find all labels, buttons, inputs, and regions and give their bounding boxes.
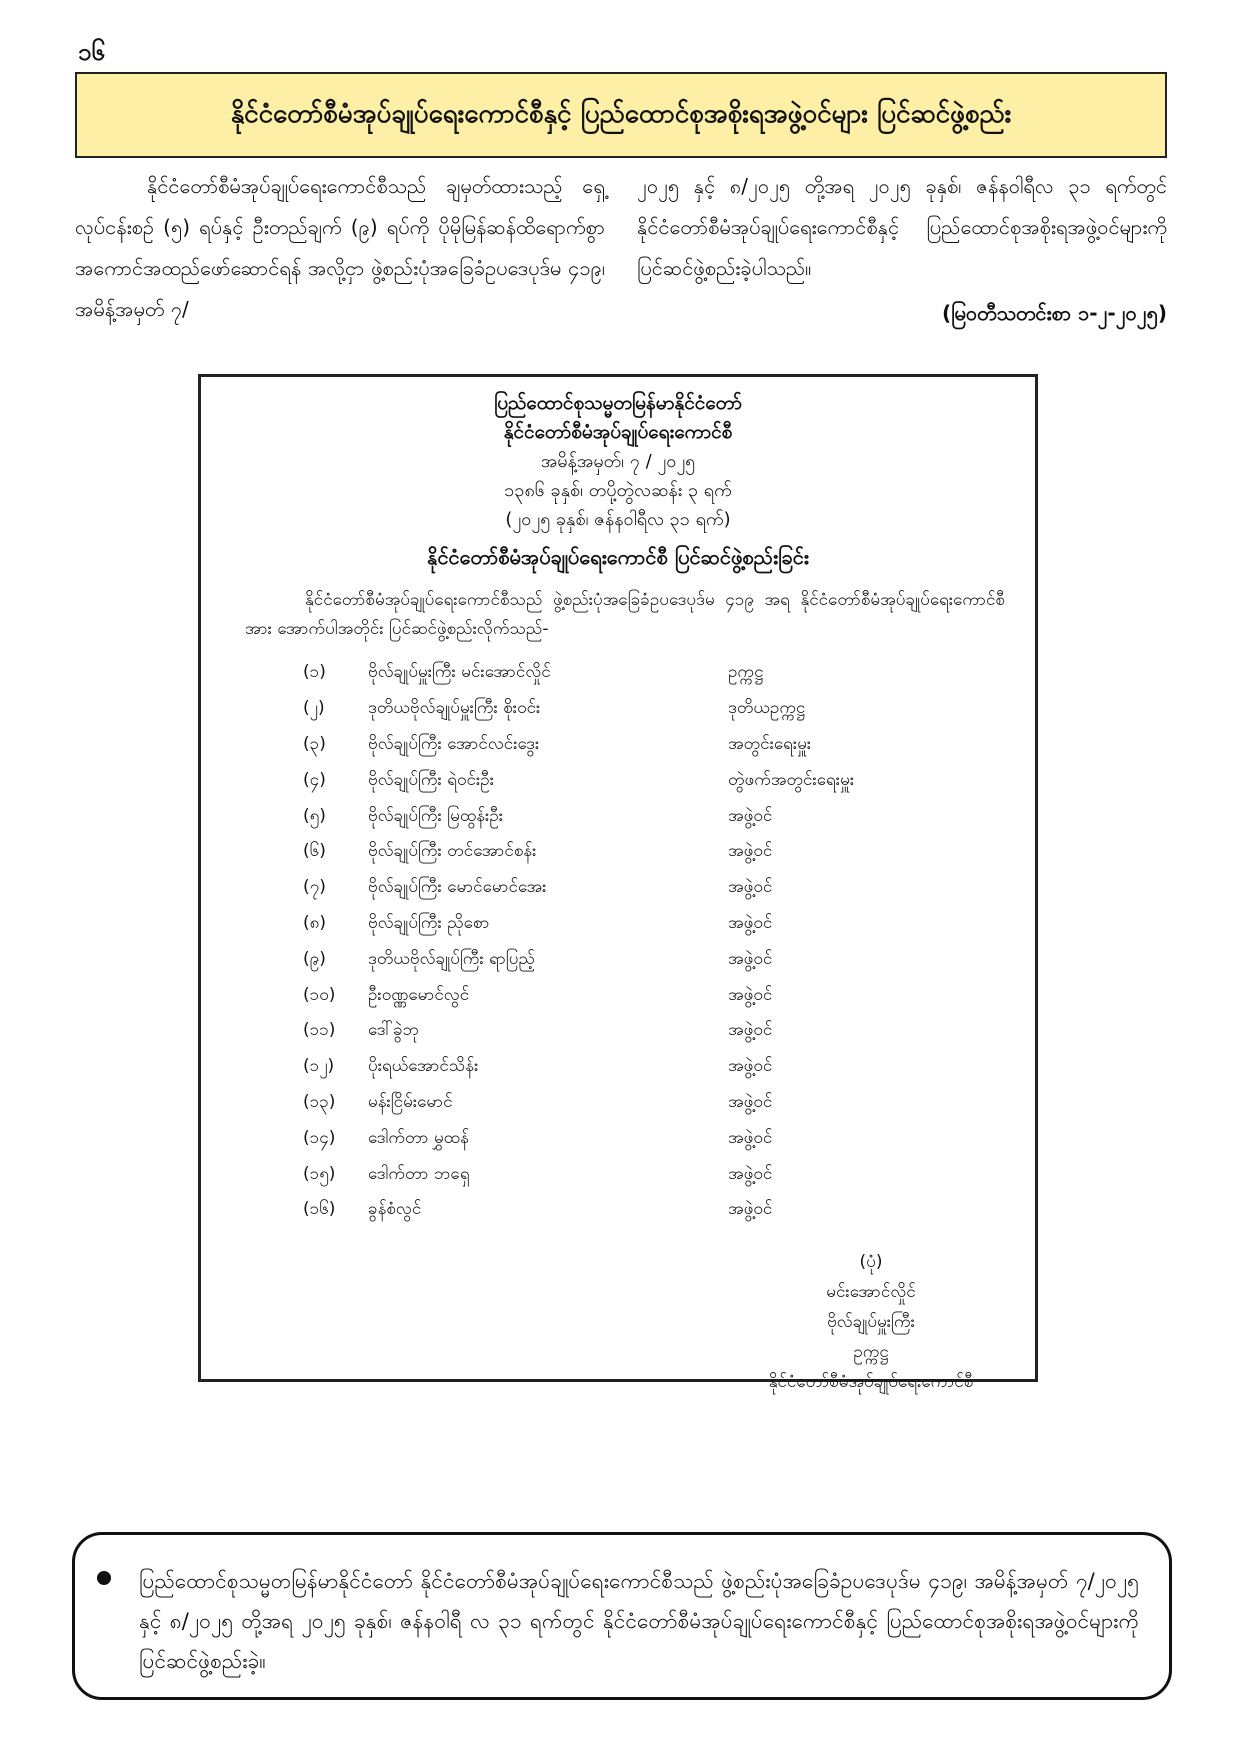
- notice-header-line1: ပြည်ထောင်စုသမ္မတမြန်မာနိုင်ငံတော်: [494, 392, 742, 414]
- member-role: ဥက္ကဋ္ဌ: [728, 662, 764, 683]
- member-name: ဗိုလ်ချုပ်ကြီး တင်အောင်စန်း: [368, 841, 537, 862]
- member-role: ဒုတိယဥက္ကဋ္ဌ: [728, 698, 806, 719]
- member-name: ဗိုလ်ချုပ်ကြီး ညိုစော: [368, 912, 490, 933]
- member-role: အဖွဲ့ဝင်: [728, 1163, 773, 1184]
- member-number: (၁၂): [303, 1056, 335, 1077]
- member-name: ဗိုလ်ချုပ်မှူးကြီး မင်းအောင်လှိုင်: [368, 662, 551, 683]
- signature-rank: ဗိုလ်ချုပ်မှူးကြီး: [827, 1312, 915, 1332]
- bullet-icon: [97, 1571, 111, 1585]
- member-role: အဖွဲ့ဝင်: [728, 984, 773, 1005]
- member-number: (၁၁): [303, 1020, 336, 1041]
- member-role: တွဲဖက်အတွင်းရေးမှူး: [728, 769, 855, 790]
- member-row: [201, 1050, 1035, 1086]
- member-row: [201, 942, 1035, 978]
- member-name: ဒေါက်တာ ဘရှေ: [368, 1163, 470, 1184]
- member-role: အဖွဲ့ဝင်: [728, 841, 773, 862]
- member-name: ဗိုလ်ချုပ်ကြီး ရဲဝင်းဦး: [368, 769, 495, 790]
- member-number: (၈): [303, 912, 326, 933]
- member-row: [201, 763, 1035, 799]
- member-number: (၂): [303, 698, 325, 719]
- member-role: အဖွဲ့ဝင်: [728, 1091, 773, 1112]
- member-number: (၁၅): [303, 1163, 336, 1184]
- member-row: [201, 871, 1035, 907]
- member-name: ခွန်စံလွင်: [368, 1199, 422, 1220]
- page-title: နိုင်ငံတော်စီမံအုပ်ချုပ်ရေးကောင်စီနှင့် ပြည်ထောင်စုအစိုးရအဖွဲ့ဝင်များ ပြင်ဆင်ဖွဲ့စည်း: [75, 72, 1167, 158]
- member-number: (၃): [303, 733, 326, 754]
- member-row: [201, 835, 1035, 871]
- summary-text: ပြည်ထောင်စုသမ္မတမြန်မာနိုင်ငံတော် နိုင်ငံတော်စီမံအုပ်ချုပ်ရေးကောင်စီသည် ဖွဲ့စည်းပုံအခြေခံဥပဒေပုဒ်မ ၄၁၉၊ အမိန့်အမှတ် ၇/၂၀၂၅ နှင့် ၈/၂၀၂၅ တို့အရ ၂၀၂၅ ခုနှစ်၊ ဇန်နဝါရီ လ ၃၁ ရက်တွင် နိုင်ငံတော်စီမံအုပ်ချုပ်ရေးကောင်စီနှင့် ပြည်ထောင်စုအစိုးရအဖွဲ့ဝင်များကို ပြင်ဆင်ဖွဲ့စည်းခဲ့။: [139, 1569, 1139, 1673]
- member-row: [201, 799, 1035, 835]
- member-number: (၉): [303, 948, 326, 969]
- member-name: ပိုးရယ်အောင်သိန်း: [368, 1056, 479, 1077]
- member-name: ဦးဝဏ္ဏမောင်လွင်: [368, 984, 470, 1005]
- signature-title: ဥက္ကဋ္ဌ: [853, 1342, 889, 1362]
- member-number: (၄): [303, 769, 326, 790]
- member-name: ဗိုလ်ချုပ်ကြီး မောင်မောင်အေး: [368, 877, 547, 898]
- member-role: အတွင်းရေးမှူး: [728, 733, 812, 754]
- intro-left-text: နိုင်ငံတော်စီမံအုပ်ချုပ်ရေးကောင်စီသည် ချမှတ်ထားသည့် ရှေ့လုပ်ငန်းစဉ် (၅) ရပ်နှင့် ဦးတည်ချက် (၉) ရပ်ကို ပိုမိုမြန်ဆန်ထိရောက်စွာ အကောင်အထည်ဖော်ဆောင်ရန် အလို့ငှာ ဖွဲ့စည်းပုံအခြေခံဥပဒေပုဒ်မ ၄၁၉၊ အမိန့်အမှတ် ၇/: [75, 174, 605, 321]
- member-row: [201, 692, 1035, 728]
- member-list: [201, 656, 1035, 1229]
- member-number: (၆): [303, 841, 326, 862]
- member-number: (၇): [303, 877, 326, 898]
- member-number: (၁): [303, 662, 326, 683]
- signature-mark: (ပုံ): [859, 1252, 883, 1272]
- member-row: [201, 978, 1035, 1014]
- member-name: ဗိုလ်ချုပ်ကြီး အောင်လင်းဒွေး: [368, 733, 540, 754]
- member-row: [201, 907, 1035, 943]
- member-role: အဖွဲ့ဝင်: [728, 948, 773, 969]
- member-row: [201, 1086, 1035, 1122]
- member-number: (၁၃): [303, 1091, 336, 1112]
- signature-block: [721, 1247, 1021, 1397]
- notice-date-myanmar: ၁၃၈၆ ခုနှစ်၊ တပို့တွဲလဆန်း ၃ ရက်: [504, 480, 732, 501]
- summary-box: [72, 1532, 1172, 1700]
- member-role: အဖွဲ့ဝင်: [728, 877, 773, 898]
- member-number: (၁၀): [303, 984, 336, 1005]
- member-row: [201, 728, 1035, 764]
- notice-title: နိုင်ငံတော်စီမံအုပ်ချုပ်ရေးကောင်စီ ပြင်ဆင်ဖွဲ့စည်းခြင်း: [427, 545, 809, 569]
- notice-header: [201, 389, 1035, 534]
- member-number: (၅): [303, 805, 326, 826]
- page-number: ၁၆: [78, 38, 105, 66]
- member-number: (၁၆): [303, 1199, 336, 1220]
- notice-date-gregorian: (၂၀၂၅ ခုနှစ်၊ ဇန်နဝါရီလ ၃၁ ရက်): [505, 509, 731, 530]
- notice-header-line2: နိုင်ငံတော်စီမံအုပ်ချုပ်ရေးကောင်စီ: [503, 421, 733, 443]
- official-notice: [198, 374, 1038, 1392]
- member-name: မန်းငြိမ်းမောင်: [368, 1091, 453, 1112]
- member-name: ဒေါက်တာ မွှထန်: [368, 1127, 469, 1148]
- member-role: အဖွဲ့ဝင်: [728, 1127, 773, 1148]
- member-name: ဗိုလ်ချုပ်ကြီး မြထွန်းဦး: [368, 805, 504, 826]
- source-citation: (မြဝတီသတင်းစာ ၁-၂-၂၀၂၅): [941, 301, 1167, 325]
- member-name: ဒုတိယဗိုလ်ချုပ်ကြီး ရာပြည့်: [368, 948, 535, 969]
- notice-order-number: အမိန့်အမှတ်၊ ၇ / ၂၀၂၅: [540, 451, 696, 472]
- member-name: ဒေါ်ခွဲဘု: [368, 1020, 420, 1041]
- member-row: [201, 656, 1035, 692]
- member-role: အဖွဲ့ဝင်: [728, 1199, 773, 1220]
- signature-name: မင်းအောင်လှိုင်: [826, 1282, 916, 1302]
- intro-right-column: [637, 166, 1167, 364]
- intro-right-text: ၂၀၂၅ နှင့် ၈/၂၀၂၅ တို့အရ ၂၀၂၅ ခုနှစ်၊ ဇန်နဝါရီလ ၃၁ ရက်တွင် နိုင်ငံတော်စီမံအုပ်ချုပ်ရေးကောင်စီနှင့် ပြည်ထောင်စုအစိုးရအဖွဲ့ဝင်များကို ပြင်ဆင်ဖွဲ့စည်းခဲ့ပါသည်။: [637, 174, 1167, 280]
- notice-body: နိုင်ငံတော်စီမံအုပ်ချုပ်ရေးကောင်စီသည် ဖွဲ့စည်းပုံအခြေခံဥပဒေပုဒ်မ ၄၁၉ အရ နိုင်ငံတော်စီမံအုပ်ချုပ်ရေးကောင်စီအား အောက်ပါအတိုင်း ပြင်ဆင်ဖွဲ့စည်းလိုက်သည်-: [245, 590, 1005, 639]
- member-role: အဖွဲ့ဝင်: [728, 1056, 773, 1077]
- signature-organization: နိုင်ငံတော်စီမံအုပ်ချုပ်ရေးကောင်စီ: [768, 1372, 974, 1392]
- member-role: အဖွဲ့ဝင်: [728, 1020, 773, 1041]
- member-number: (၁၄): [303, 1127, 336, 1148]
- member-role: အဖွဲ့ဝင်: [728, 912, 773, 933]
- member-row: [201, 1014, 1035, 1050]
- member-role: အဖွဲ့ဝင်: [728, 805, 773, 826]
- member-row: [201, 1193, 1035, 1229]
- member-row: [201, 1121, 1035, 1157]
- intro-section: [75, 166, 1167, 364]
- intro-left-column: [75, 166, 605, 364]
- member-row: [201, 1157, 1035, 1193]
- member-name: ဒုတိယဗိုလ်ချုပ်မှူးကြီး စိုးဝင်း: [368, 698, 541, 719]
